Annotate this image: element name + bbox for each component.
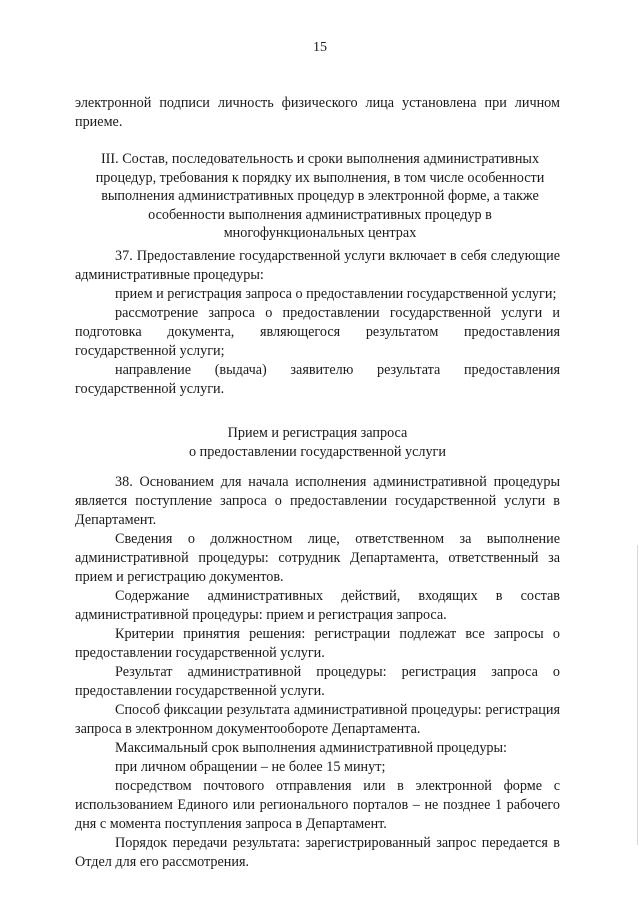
section-heading: III. Состав, последовательность и сроки выполнения административных процедур, требования к порядку их выполнения, в том числе особенности выполнения административных процедур в электронной форме, а также особенности выполнения административных процедур в многофункциональных центрах <box>95 151 545 241</box>
paragraph-38-block <box>75 473 560 872</box>
subheading-line: Прием и регистрация запроса <box>227 425 408 441</box>
paragraph-38-item: Результат административной процедуры: регистрация запроса о предоставлении государственной услуги. <box>75 664 560 699</box>
paragraph-38-item: Содержание административных действий, входящих в состав административной процедуры: прием и регистрация запроса. <box>75 588 560 623</box>
intro-paragraph: электронной подписи личность физического лица установлена при личном приеме. <box>75 95 560 130</box>
intro-block <box>75 94 560 132</box>
paragraph-38-item: посредством почтового отправления или в электронной форме с использованием Единого или регионального порталов – не позднее 1 рабочего дня с момента поступления запроса в Департамент. <box>75 778 560 832</box>
subheading-block <box>75 424 560 462</box>
paragraph-38-item: 38. Основанием для начала исполнения административной процедуры является поступление запроса о предоставлении государственной услуги в Департамент. <box>75 474 560 528</box>
paragraph-37-item: прием и регистрация запроса о предоставлении государственной услуги; <box>115 286 557 302</box>
page-number: 15 <box>313 40 327 55</box>
paragraph-38-item: при личном обращении – не более 15 минут; <box>115 759 386 775</box>
paragraph-38-item: Способ фиксации результата административной процедуры: регистрация запроса в электронном документообороте Департамента. <box>75 702 560 737</box>
paragraph-37-item: рассмотрение запроса о предоставлении государственной услуги и подготовка документа, являющегося результатом предоставления государственной услуги; <box>75 305 560 359</box>
section-heading-block <box>80 150 560 243</box>
subheading-line: о предоставлении государственной услуги <box>189 444 446 460</box>
paragraph-37-block <box>75 247 560 399</box>
paragraph-38-item: Порядок передачи результата: зарегистрированный запрос передается в Отдел для его рассмотрения. <box>75 835 560 870</box>
paragraph-37-lead: 37. Предоставление государственной услуги включает в себя следующие административные процедуры: <box>75 248 560 283</box>
paragraph-38-item: Сведения о должностном лице, ответственном за выполнение административной процедуры: сотрудник Департамента, ответственный за прием и регистрацию документов. <box>75 531 560 585</box>
paragraph-38-item: Максимальный срок выполнения административной процедуры: <box>115 740 507 756</box>
scan-edge-line <box>637 545 638 845</box>
paragraph-38-item: Критерии принятия решения: регистрации подлежат все запросы о предоставлении государственной услуги. <box>75 626 560 661</box>
paragraph-37-item: направление (выдача) заявителю результата предоставления государственной услуги. <box>75 362 560 397</box>
